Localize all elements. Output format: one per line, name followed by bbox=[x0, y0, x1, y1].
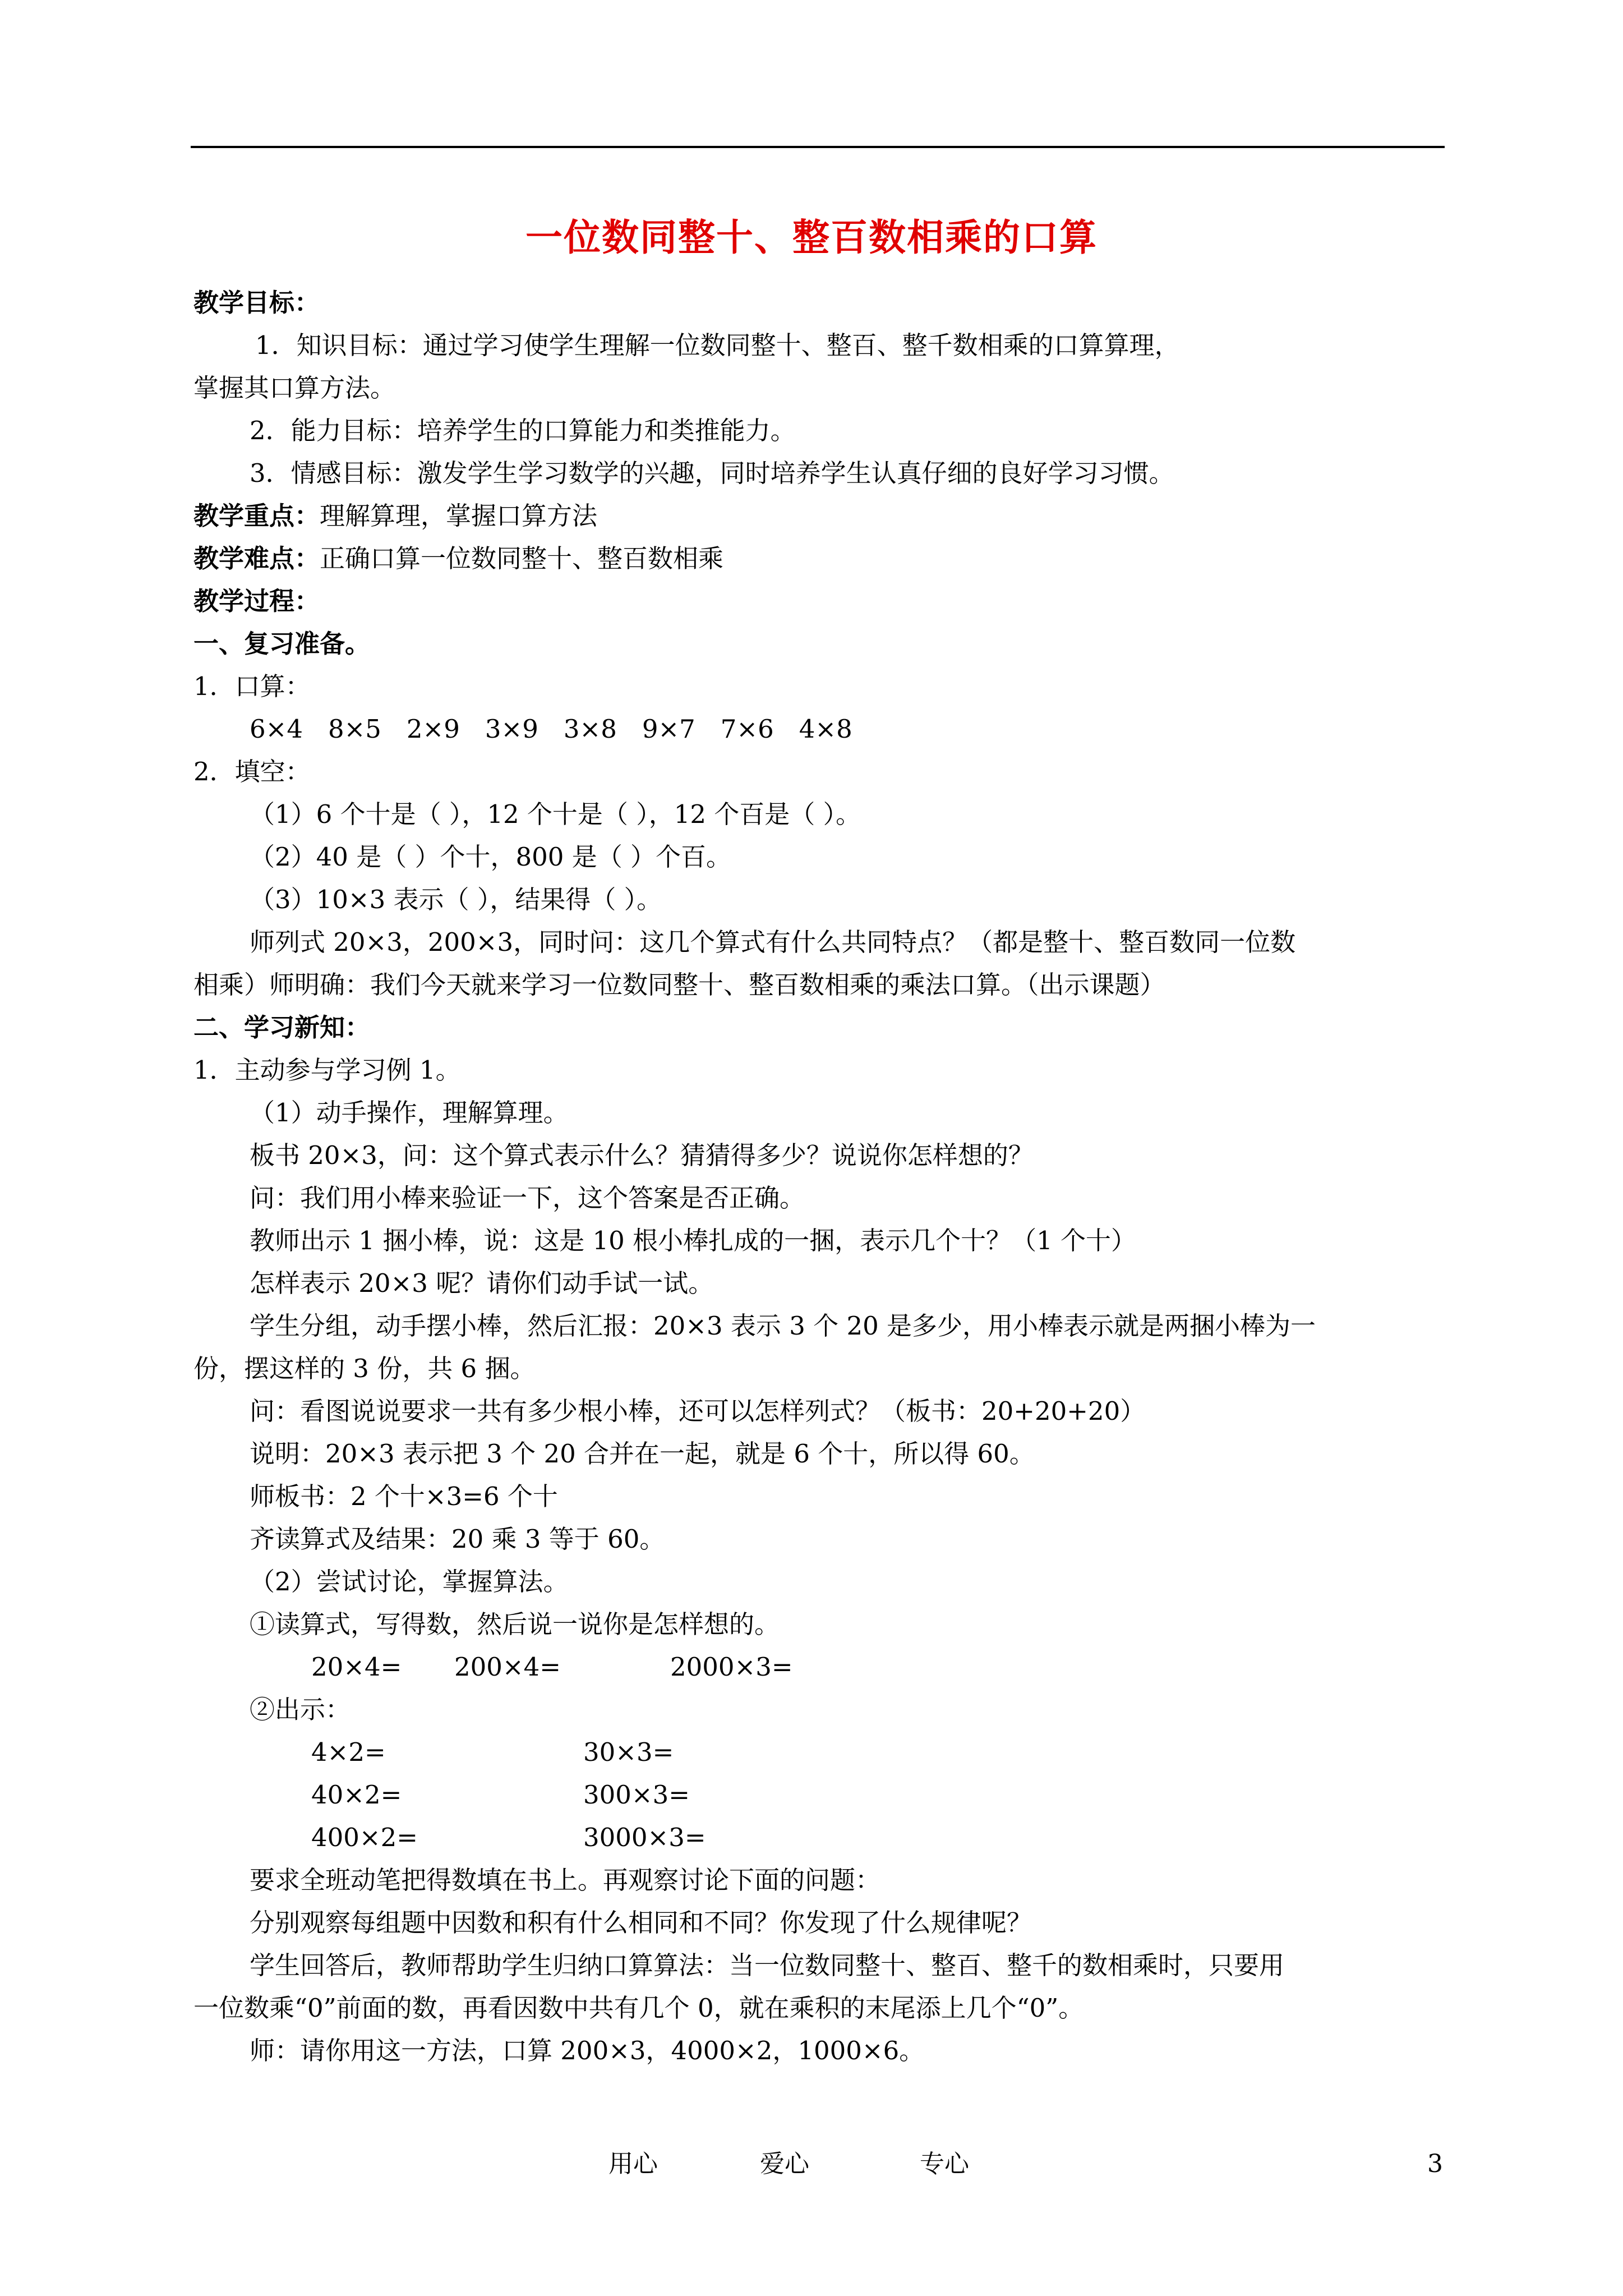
review-paragraph-line-b: 相乘）师明确：我们今天就来学习一位数同整十、整百数相乘的乘法口算。（出示课题） bbox=[193, 970, 1165, 1000]
teaching-line-10: 要求全班动笔把得数填在书上。再观察讨论下面的问题： bbox=[250, 1865, 881, 1895]
review-item-2: 2．填空： bbox=[193, 757, 311, 786]
section-1-heading: 一、复习准备。 bbox=[193, 629, 371, 659]
fill-blank-1: （1）6 个十是（ ），12 个十是（ ），12 个百是（ ）。 bbox=[250, 799, 861, 829]
exercise-expression: 4×2= bbox=[311, 1737, 386, 1767]
teaching-line-6: 问：看图说说要求一共有多少根小棒，还可以怎样列式？（板书：20+20+20） bbox=[250, 1396, 1146, 1426]
teaching-line-8: 师板书：2 个十×3=6 个十 bbox=[250, 1481, 558, 1511]
fill-blank-3: （3）10×3 表示（ ），结果得（ ）。 bbox=[250, 885, 662, 914]
exercise-read: ①读算式，写得数，然后说一说你是怎样想的。 bbox=[250, 1609, 780, 1639]
exercise-expression: 30×3= bbox=[583, 1737, 674, 1767]
difficult-point-label: 教学难点： bbox=[193, 544, 320, 573]
document-title: 一位数同整十、整百数相乘的口算 bbox=[525, 215, 1098, 259]
objective-3: 3．情感目标：激发学生学习数学的兴趣，同时培养学生认真仔细的良好学习习惯。 bbox=[250, 458, 1174, 488]
fill-blank-2: （2）40 是（ ）个十，800 是（ ）个百。 bbox=[250, 842, 732, 872]
exercise-expression: 2000×3= bbox=[670, 1652, 793, 1682]
teaching-line-11: 分别观察每组题中因数和积有什么相同和不同？你发现了什么规律呢？ bbox=[250, 1908, 1032, 1938]
new-knowledge-item-1: 1．主动参与学习例 1。 bbox=[193, 1055, 461, 1085]
objectives-heading: 教学目标： bbox=[193, 288, 320, 318]
exercise-expression: 40×2= bbox=[311, 1780, 402, 1810]
teaching-line-3: 教师出示 1 捆小棒，说：这是 10 根小棒扎成的一捆，表示几个十？（1 个十） bbox=[250, 1226, 1137, 1255]
teaching-line-4: 怎样表示 20×3 呢？请你们动手试一试。 bbox=[250, 1268, 714, 1298]
teaching-line-12a: 学生回答后，教师帮助学生归纳口算算法：当一位数同整十、整百、整千的数相乘时，只要用 bbox=[250, 1950, 1285, 1980]
review-item-1: 1．口算： bbox=[193, 671, 311, 701]
objective-1-line-a: 1．知识目标：通过学习使学生理解一位数同整十、整百、整千数相乘的口算算理， bbox=[255, 330, 1180, 360]
objective-1-line-b: 掌握其口算方法。 bbox=[193, 373, 396, 403]
section-2-heading: 二、学习新知： bbox=[193, 1013, 371, 1042]
exercise-expression: 20×4= bbox=[311, 1652, 402, 1682]
exercise-show: ②出示： bbox=[250, 1695, 351, 1724]
difficult-point-text: 正确口算一位数同整十、整百数相乘 bbox=[320, 544, 724, 573]
teaching-line-13: 师：请你用这一方法，口算 200×3，4000×2，1000×6。 bbox=[250, 2036, 925, 2065]
teaching-line-1: 板书 20×3，问：这个算式表示什么？猜猜得多少？说说你怎样想的？ bbox=[250, 1140, 1034, 1170]
review-paragraph-line-a: 师列式 20×3，200×3，同时问：这几个算式有什么共同特点？（都是整十、整百数同一位数 bbox=[250, 927, 1296, 957]
review-calculations: 6×4 8×5 2×9 3×9 3×8 9×7 7×6 4×8 bbox=[250, 714, 852, 744]
teaching-line-7: 说明：20×3 表示把 3 个 20 合并在一起，就是 6 个十，所以得 60。 bbox=[250, 1439, 1035, 1469]
process-heading: 教学过程： bbox=[193, 586, 320, 616]
teaching-line-2: 问：我们用小棒来验证一下，这个答案是否正确。 bbox=[250, 1183, 805, 1213]
footer-motto-3: 专心 bbox=[920, 2150, 969, 2178]
exercise-expression: 200×4= bbox=[454, 1652, 561, 1682]
exercise-expression: 400×2= bbox=[311, 1823, 418, 1852]
subsection-1: （1）动手操作，理解算理。 bbox=[250, 1098, 569, 1128]
exercise-expression: 3000×3= bbox=[583, 1823, 706, 1852]
page-number: 3 bbox=[1427, 2150, 1443, 2178]
teaching-line-5a: 学生分组，动手摆小棒，然后汇报：20×3 表示 3 个 20 是多少，用小棒表示就是两捆小棒为一 bbox=[250, 1311, 1316, 1341]
header-rule bbox=[191, 146, 1445, 148]
objective-2: 2．能力目标：培养学生的口算能力和类推能力。 bbox=[250, 416, 796, 445]
subsection-2: （2）尝试讨论，掌握算法。 bbox=[250, 1567, 569, 1596]
teaching-line-12b: 一位数乘“0”前面的数，再看因数中共有几个 0，就在乘积的末尾添上几个“0”。 bbox=[193, 1993, 1084, 2023]
footer-motto-2: 爱心 bbox=[760, 2150, 809, 2178]
teaching-line-9: 齐读算式及结果：20 乘 3 等于 60。 bbox=[250, 1524, 665, 1554]
key-point-label: 教学重点： bbox=[193, 501, 320, 531]
teaching-line-5b: 份，摆这样的 3 份，共 6 捆。 bbox=[193, 1354, 536, 1383]
footer-motto-1: 用心 bbox=[608, 2150, 658, 2178]
key-point-text: 理解算理，掌握口算方法 bbox=[320, 501, 598, 531]
exercise-expression: 300×3= bbox=[583, 1780, 690, 1810]
key-point bbox=[193, 500, 597, 532]
difficult-point bbox=[193, 543, 723, 574]
